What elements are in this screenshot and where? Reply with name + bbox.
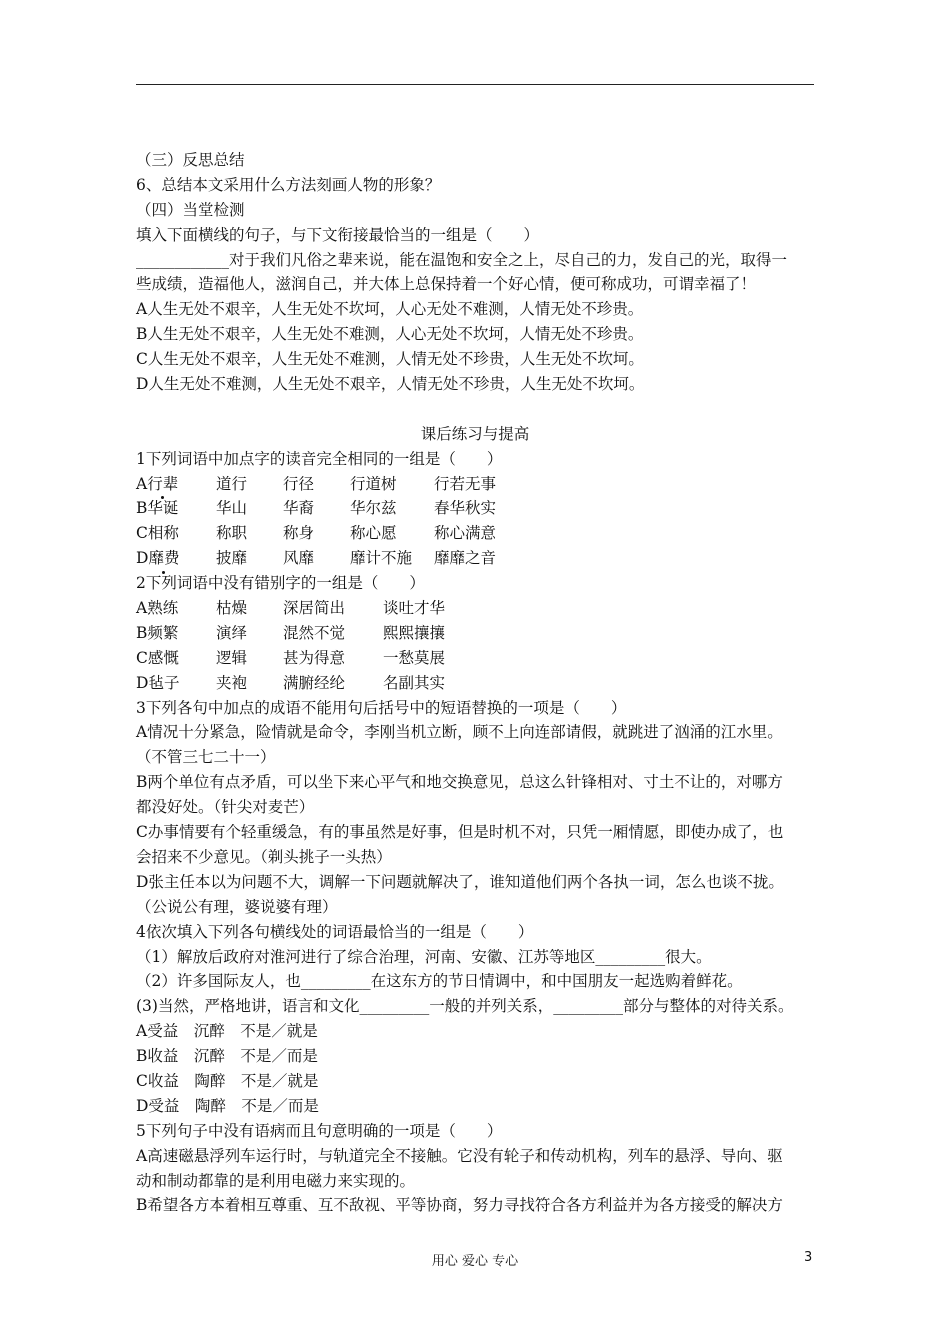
ex1-row-c-word-4: 称心愿 xyxy=(350,524,397,543)
ex2-row-d-word-4: 名副其实 xyxy=(383,673,446,692)
ex5-option-b-line-1: B希望各方本着相互尊重、互不敌视、平等协商，努力寻找符合各方利益并为各方接受的解决方 xyxy=(136,1196,783,1215)
ex1-row-b-word-5: 春华秋实 xyxy=(434,499,497,518)
ex3-option-d-line-1: D张主任本以为问题不大，调解一下问题就解决了，谁知道他们两个各执一词，怎么也谈不拢。 xyxy=(136,872,784,891)
test-option-c: C人生无处不艰辛，人生无处不难测，人情无处不珍贵，人生无处不坎坷。 xyxy=(136,350,644,369)
ex3-option-b-line-2: 都没好处。（针尖对麦芒） xyxy=(136,798,315,817)
ex1-row-c-word-3: 称身 xyxy=(283,524,315,543)
ex1-row-a-word-1: A行辈 xyxy=(136,472,216,497)
page-content xyxy=(136,148,826,1218)
ex4-sentence-3: (3)当然，严格地讲，语言和文化_________一般的并列关系，_________部分与整体的对待关系。 xyxy=(136,997,794,1016)
ex1-prompt: 1下列词语中加点字的读音完全相同的一组是（ ） xyxy=(136,449,503,468)
ex1-row-a xyxy=(136,472,826,497)
section-heading-reflect: （三）反思总结 xyxy=(136,151,245,169)
ex1-row-b xyxy=(136,496,826,521)
ex1-row-c-word-5: 称心满意 xyxy=(434,524,497,543)
ex2-row-d-word-1: D毡子 xyxy=(136,673,180,692)
ex1-row-a-word-2: 道行 xyxy=(216,474,248,493)
ex2-row-a-word-1: A熟练 xyxy=(136,599,179,618)
ex4-option-c: C收益 陶醉 不是／就是 xyxy=(136,1071,319,1090)
ex2-row-d-word-2: 夹袍 xyxy=(216,673,248,692)
ex2-row-d-word-3: 满腑经纶 xyxy=(283,673,346,692)
ex2-row-c-word-4: 一愁莫展 xyxy=(383,648,446,667)
ex1-row-a-word-4: 行道树 xyxy=(350,474,397,493)
ex1-row-d-word-5: 靡靡之音 xyxy=(434,549,497,568)
ex1-row-d-word-4: 靡计不施 xyxy=(350,549,413,568)
ex1-row-d-word-3: 风靡 xyxy=(283,549,315,568)
ex3-option-c-line-2: 会招来不少意见。（剃头挑子一头热） xyxy=(136,847,392,866)
ex4-option-b: B收益 沉醉 不是／而是 xyxy=(136,1047,318,1066)
test-option-a: A人生无处不艰辛，人生无处不坎坷，人心无处不难测，人情无处不珍贵。 xyxy=(136,300,644,319)
ex1-row-d-word-1: D靡费 xyxy=(136,546,216,571)
ex3-option-a-line-2: （不管三七二十一） xyxy=(136,748,276,767)
ex1-row-c-word-1: C相称 xyxy=(136,524,179,543)
ex2-row-b-word-1: B频繁 xyxy=(136,623,179,642)
ex5-prompt: 5下列句子中没有语病而且句意明确的一项是（ ） xyxy=(136,1121,503,1140)
ex1-row-d xyxy=(136,546,826,571)
test-prompt: 填入下面横线的句子，与下文衔接最恰当的一组是（ ） xyxy=(136,225,540,244)
ex4-sentence-1: （1）解放后政府对淮河进行了综合治理，河南、安徽、江苏等地区_________很大。 xyxy=(136,947,712,966)
test-option-d: D人生无处不难测，人生无处不艰辛，人情无处不珍贵，人生无处不坎坷。 xyxy=(136,375,645,394)
ex2-row-b-word-4: 熙熙攘攘 xyxy=(383,623,446,642)
ex5-option-a-line-1: A高速磁悬浮列车运行时，与轨道完全不接触。它没有轮子和传动机构，列车的悬浮、导向、驱 xyxy=(136,1146,783,1165)
ex2-row-b-word-3: 混然不觉 xyxy=(283,623,346,642)
ex3-option-c-line-1: C办事情要有个轻重缓急，有的事虽然是好事，但是时机不对，只凭一厢情愿，即使办成了，也 xyxy=(136,823,784,842)
ex2-row-a-word-2: 枯燥 xyxy=(216,599,248,618)
exercise-title: 课后练习与提高 xyxy=(420,424,530,443)
ex2-row-b xyxy=(136,621,826,646)
ex1-row-a-word-5: 行若无事 xyxy=(434,474,497,493)
header-rule xyxy=(136,84,814,85)
ex2-row-c-word-3: 甚为得意 xyxy=(283,648,346,667)
test-passage-line-2: 些成绩，造福他人，滋润自己，并大体上总保持着一个好心情，便可称成功，可谓幸福了！ xyxy=(136,275,757,294)
test-passage-line-1: ____________对于我们凡俗之辈来说，能在温饱和安全之上，尽自己的力，发自己的光，取得一 xyxy=(136,250,788,269)
ex2-row-c-word-1: C感慨 xyxy=(136,648,179,667)
ex2-prompt: 2下列词语中没有错别字的一组是（ ） xyxy=(136,574,425,593)
ex2-row-c xyxy=(136,646,826,671)
ex1-row-b-word-2: 华山 xyxy=(216,499,248,518)
ex2-row-a-word-4: 谈吐才华 xyxy=(383,599,446,618)
ex2-row-a-word-3: 深居简出 xyxy=(283,599,346,618)
ex1-row-a-word-3: 行径 xyxy=(283,474,315,493)
ex1-row-b-word-4: 华尔兹 xyxy=(350,499,397,518)
ex3-option-a-line-1: A情况十分紧急，险情就是命令，李刚当机立断，顾不上向连部请假，就跳进了汹涌的江水里。 xyxy=(136,723,783,742)
ex1-row-b-word-1: B华诞 xyxy=(136,499,179,518)
question-6: 6、总结本文采用什么方法刻画人物的形象？ xyxy=(136,175,441,194)
ex3-option-d-line-2: （公说公有理，婆说婆有理） xyxy=(136,897,338,916)
ex4-option-d: D受益 陶醉 不是／而是 xyxy=(136,1096,319,1115)
ex3-option-b-line-1: B两个单位有点矛盾，可以坐下来心平气和地交换意见，总这么针锋相对、寸土不让的，对哪方 xyxy=(136,773,783,792)
ex4-sentence-2: （2）许多国际友人，也_________在这东方的节日情调中，和中国朋友一起选购着鲜花。 xyxy=(136,972,743,991)
ex1-row-d-word-2: 披靡 xyxy=(216,549,248,568)
ex2-row-c-word-2: 逻辑 xyxy=(216,648,248,667)
ex2-row-a xyxy=(136,596,826,621)
ex3-prompt: 3下列各句中加点的成语不能用句后括号中的短语替换的一项是（ ） xyxy=(136,698,627,717)
ex2-row-b-word-2: 演绎 xyxy=(216,623,248,642)
section-heading-test: （四）当堂检测 xyxy=(136,200,245,219)
ex1-row-b-word-3: 华裔 xyxy=(283,499,315,518)
ex4-prompt: 4依次填入下列各句横线处的词语最恰当的一组是（ ） xyxy=(136,922,534,941)
ex1-row-c xyxy=(136,521,826,546)
ex2-row-d xyxy=(136,671,826,696)
page-number: 3 xyxy=(804,1250,813,1265)
footer-motto: 用心 爱心 专心 xyxy=(431,1254,519,1269)
ex1-row-c-word-2: 称职 xyxy=(216,524,248,543)
test-option-b: B人生无处不艰辛，人生无处不难测，人心无处不坎坷，人情无处不珍贵。 xyxy=(136,325,644,344)
ex4-option-a: A受益 沉醉 不是／就是 xyxy=(136,1022,318,1041)
ex5-option-a-line-2: 动和制动都靠的是利用电磁力来实现的。 xyxy=(136,1171,416,1190)
